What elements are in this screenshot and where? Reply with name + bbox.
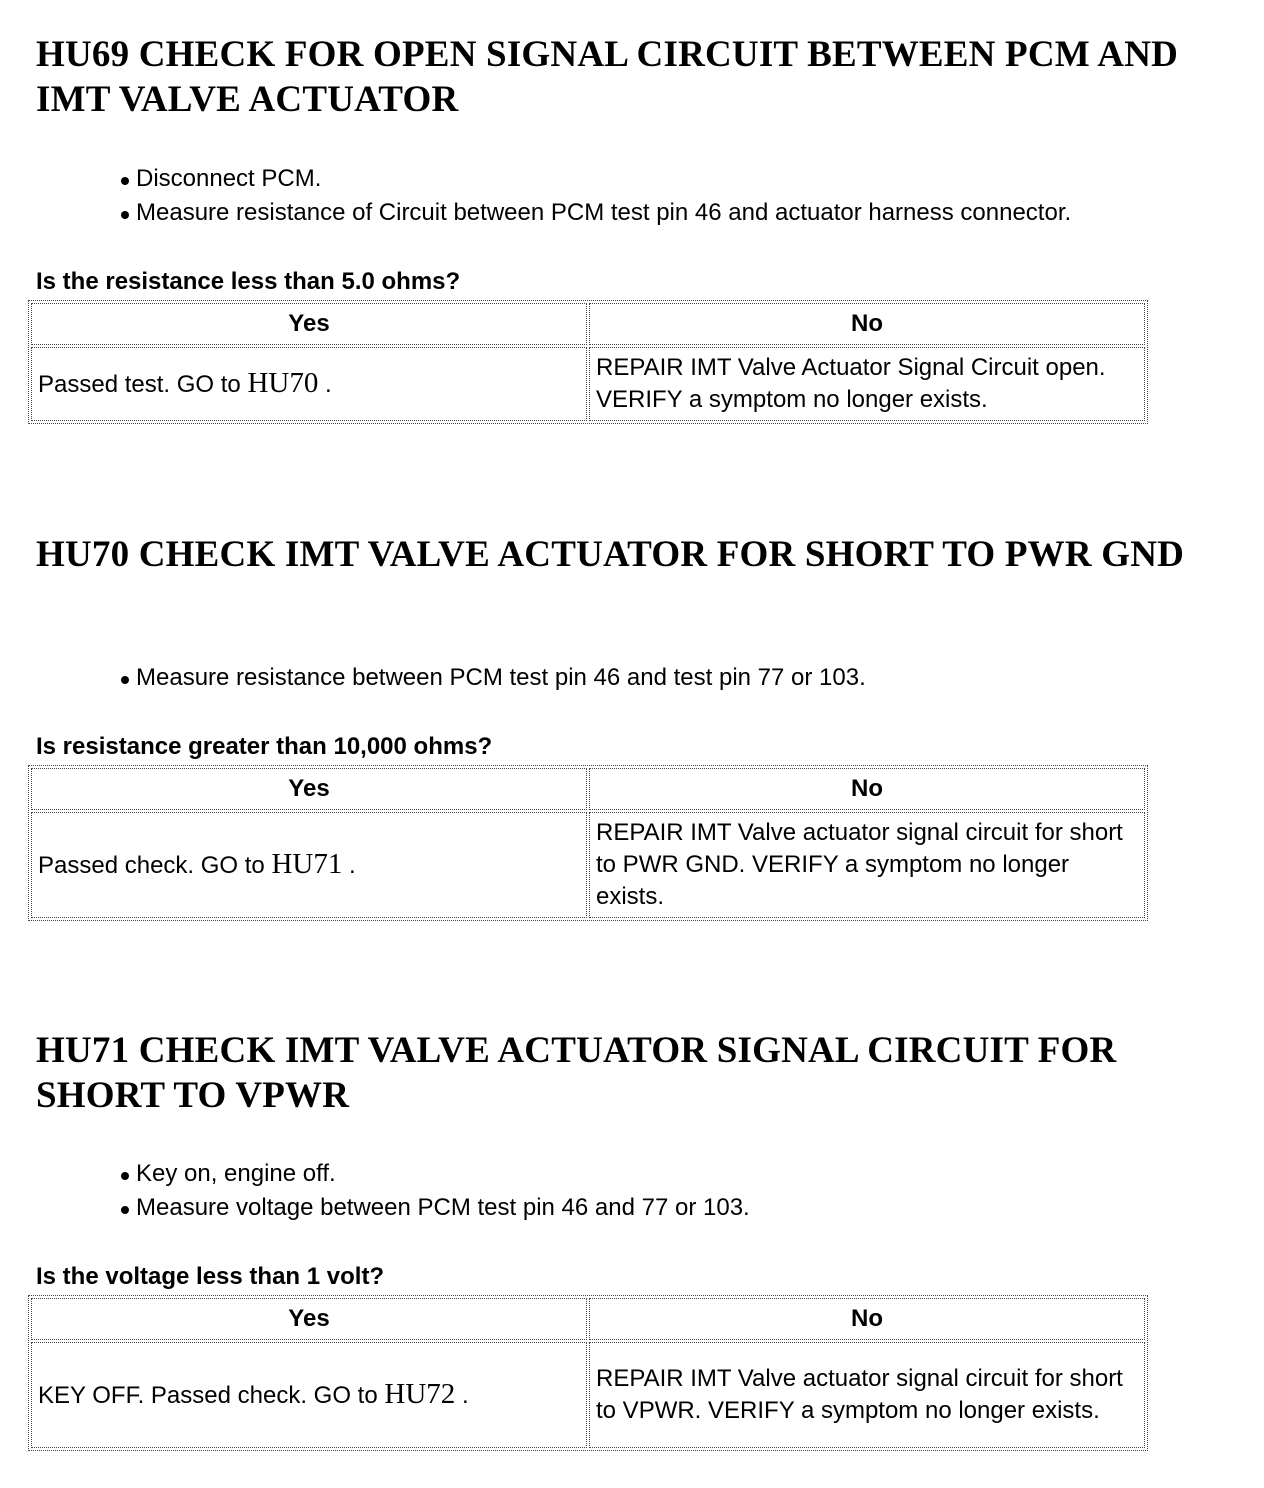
section-hu71: [36, 1028, 1246, 1424]
step-list: [118, 661, 866, 695]
yes-cell: [31, 347, 587, 421]
section-title: HU69 CHECK FOR OPEN SIGNAL CIRCUIT BETWEEN PCM AND IMT VALVE ACTUATOR: [36, 34, 1179, 120]
step-item: Key on, engine off.: [118, 1157, 750, 1191]
yes-suffix: .: [461, 1382, 469, 1409]
question-text: Is the resistance less than 5.0 ohms?: [36, 268, 461, 295]
answer-table: [28, 765, 1148, 921]
yes-suffix: .: [349, 852, 356, 879]
yes-text: Passed check. GO to: [38, 852, 265, 879]
table-row: [31, 812, 1145, 918]
table-row: [31, 1342, 1145, 1448]
answer-table: [28, 1295, 1148, 1451]
goto-hu72-link[interactable]: HU72: [384, 1378, 456, 1410]
answer-table: [28, 300, 1148, 424]
goto-hu71-link[interactable]: HU71: [271, 848, 343, 880]
yes-cell: [31, 1342, 587, 1448]
section-hu70: [36, 532, 1246, 910]
step-item: Measure voltage between PCM test pin 46 and 77 or 103.: [118, 1191, 750, 1225]
yes-header: Yes: [31, 1298, 587, 1340]
yes-cell: [31, 812, 587, 918]
step-item: Disconnect PCM.: [118, 162, 1071, 196]
question-text: Is the voltage less than 1 volt?: [36, 1263, 385, 1290]
no-cell: REPAIR IMT Valve Actuator Signal Circuit open. VERIFY a symptom no longer exists.: [589, 347, 1145, 421]
step-list: [118, 162, 1071, 230]
yes-suffix: .: [325, 371, 332, 398]
yes-header: Yes: [31, 303, 587, 345]
section-title: HU71 CHECK IMT VALVE ACTUATOR SIGNAL CIRCUIT FOR SHORT TO VPWR: [36, 1030, 1117, 1116]
section-title: HU70 CHECK IMT VALVE ACTUATOR FOR SHORT TO PWR GND: [36, 534, 1185, 575]
table-header-row: [31, 303, 1145, 345]
table-header-row: [31, 1298, 1145, 1340]
yes-text: Passed test. GO to: [38, 371, 241, 398]
yes-header: Yes: [31, 768, 587, 810]
no-header: No: [589, 1298, 1145, 1340]
table-header-row: [31, 768, 1145, 810]
question-text: Is resistance greater than 10,000 ohms?: [36, 733, 493, 760]
step-item: Measure resistance between PCM test pin 46 and test pin 77 or 103.: [118, 661, 866, 695]
section-hu69: [36, 32, 1246, 413]
step-list: [118, 1157, 750, 1225]
no-cell: REPAIR IMT Valve actuator signal circuit for short to VPWR. VERIFY a symptom no longer exists.: [589, 1342, 1145, 1448]
no-cell: REPAIR IMT Valve actuator signal circuit for short to PWR GND. VERIFY a symptom no longer exists.: [589, 812, 1145, 918]
goto-hu70-link[interactable]: HU70: [247, 367, 319, 399]
yes-text: KEY OFF. Passed check. GO to: [38, 1382, 378, 1409]
table-row: [31, 347, 1145, 421]
no-header: No: [589, 303, 1145, 345]
step-item: Measure resistance of Circuit between PCM test pin 46 and actuator harness connector.: [118, 196, 1071, 230]
no-header: No: [589, 768, 1145, 810]
